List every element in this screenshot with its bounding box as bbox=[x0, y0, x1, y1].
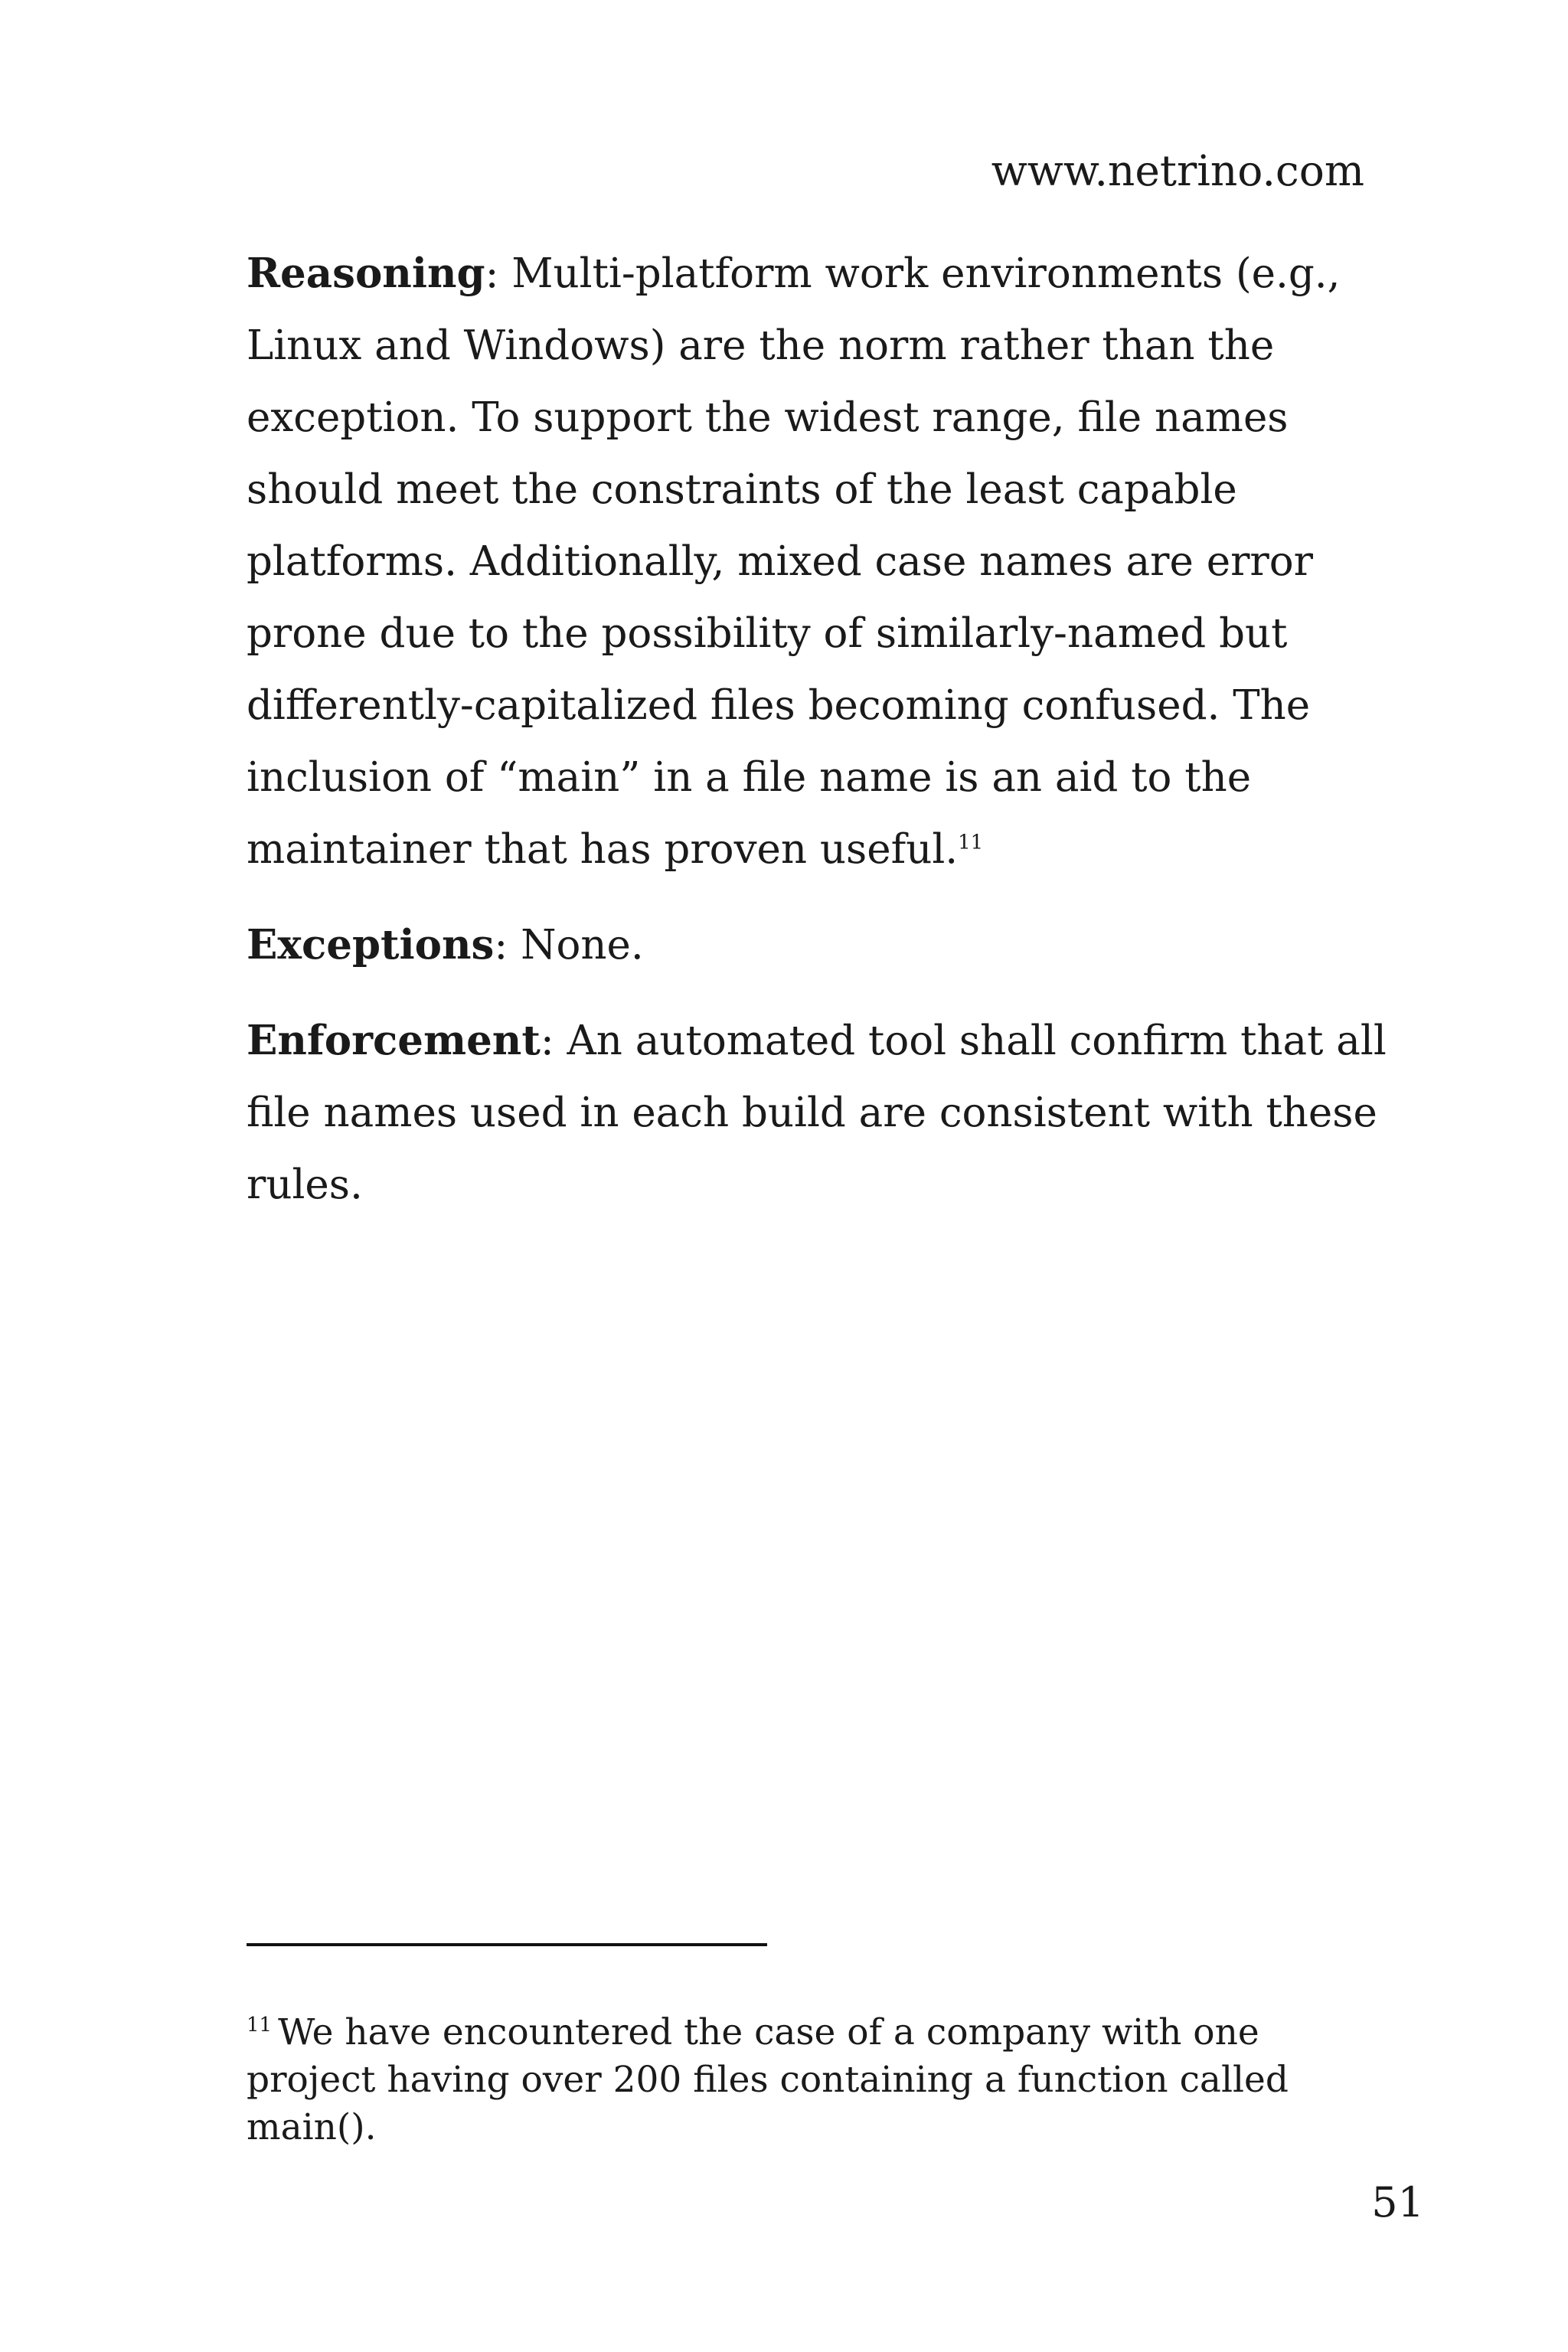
page-number: 51 bbox=[1371, 2178, 1424, 2226]
reasoning-label: Reasoning bbox=[247, 250, 485, 297]
exceptions-label: Exceptions bbox=[247, 921, 495, 969]
enforcement-label: Enforcement bbox=[247, 1017, 541, 1064]
footnote-reference: 11 bbox=[958, 831, 984, 854]
exceptions-separator: : bbox=[494, 922, 521, 969]
exceptions-paragraph bbox=[247, 909, 1395, 982]
reasoning-text: Multi-platform work environments (e.g., Linux and Windows) are the norm rather than the exception. To support the widest range, file names should meet the constraints of the least capable platforms. Additionally, mixed case names are error prone due to the possibility of similarly-named but differently-capitalized files becoming confused. The inclusion of “main” in a file name is an aid to the maintainer that has proven useful. bbox=[247, 250, 1341, 873]
header-url: www.netrino.com bbox=[991, 146, 1364, 195]
exceptions-text: None. bbox=[521, 922, 644, 969]
body-text bbox=[247, 237, 1395, 1244]
enforcement-separator: : bbox=[540, 1018, 567, 1064]
footnote bbox=[247, 2009, 1395, 2151]
reasoning-separator: : bbox=[485, 250, 512, 297]
footnote-divider bbox=[247, 1943, 767, 1946]
footnote-text: We have encountered the case of a company with one project having over 200 files containing a function called main(). bbox=[247, 2011, 1289, 2148]
enforcement-text: An automated tool shall confirm that all file names used in each build are consistent with these rules. bbox=[247, 1018, 1387, 1208]
reasoning-paragraph bbox=[247, 237, 1395, 886]
footnote-mark: 11 bbox=[247, 2014, 273, 2037]
enforcement-paragraph bbox=[247, 1004, 1395, 1221]
